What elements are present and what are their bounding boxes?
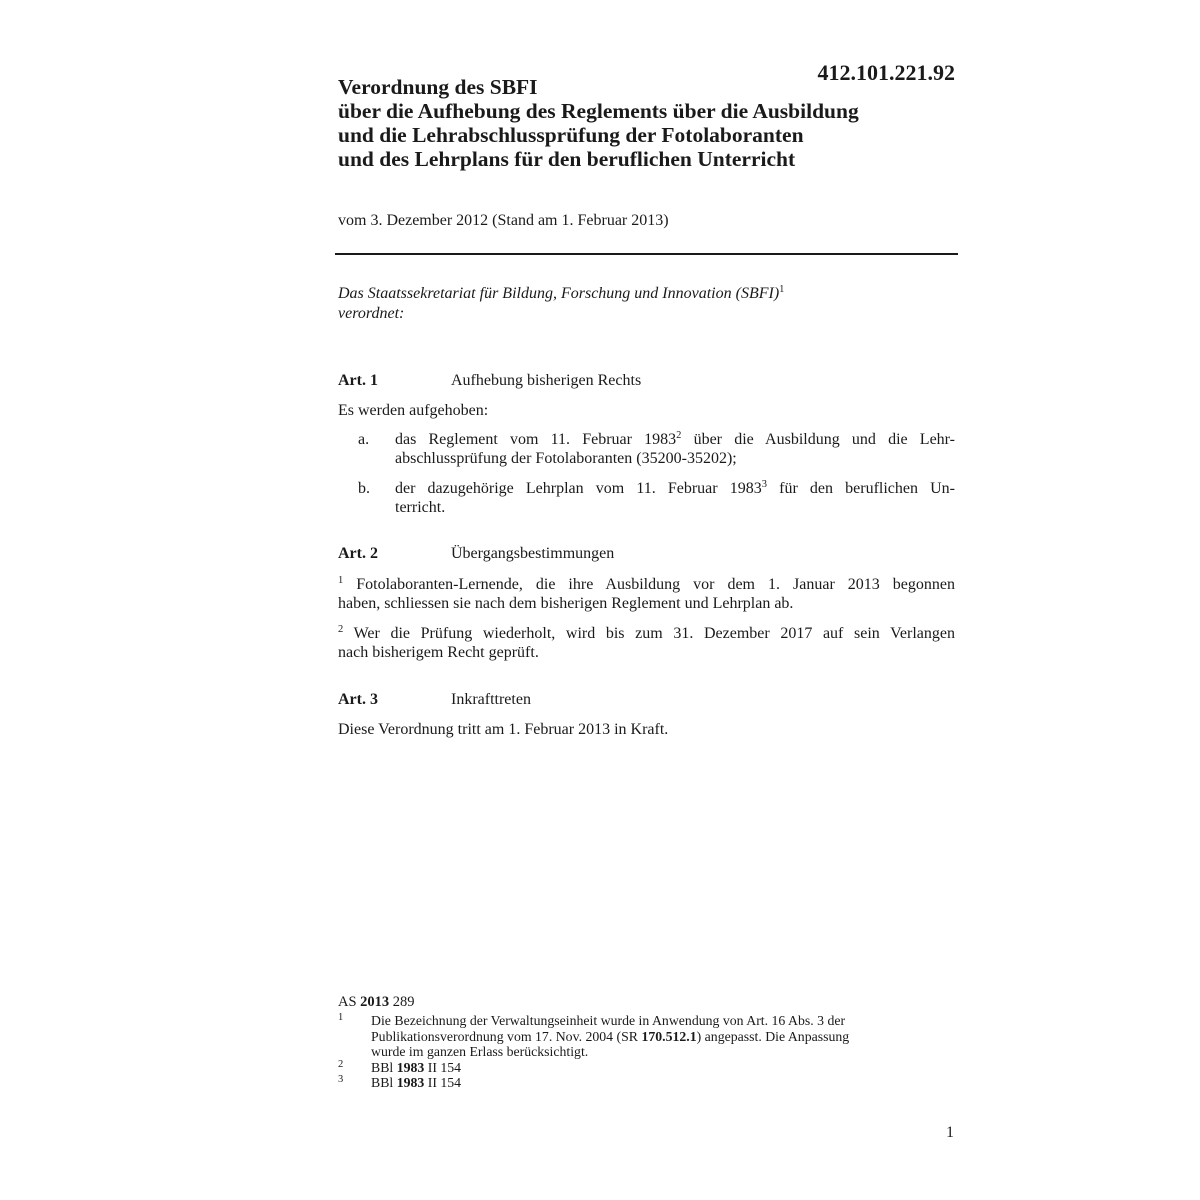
title-line-3: und die Lehrabschlussprüfung der Fotolaboranten — [338, 123, 804, 147]
art-1-title: Aufhebung bisherigen Rechts — [451, 372, 642, 389]
footnote-1-text-a: Publikationsverordnung vom 17. Nov. 2004 (SR — [371, 1028, 642, 1044]
item-a-line-2: abschlussprüfung der Fotolaboranten (35200-35202); — [395, 450, 737, 467]
footnote-ref-2[interactable]: 2 — [676, 430, 682, 441]
title-line-4: und des Lehrplans für den beruflichen Unterricht — [338, 147, 796, 171]
item-b-text-2: für den beruflichen Un- — [767, 480, 956, 497]
item-a-line-1 — [395, 430, 955, 449]
art-1-item-b — [338, 479, 955, 517]
footnote-2-text-a: BBl — [371, 1059, 397, 1075]
art-2-p1-line-2: haben, schliessen sie nach dem bisherigen Reglement und Lehrplan ab. — [338, 595, 794, 612]
footnote-1-line-1: Die Bezeichnung der Verwaltungseinheit wurde in Anwendung von Art. 16 Abs. 3 der — [371, 1013, 846, 1028]
as-page: 289 — [389, 994, 415, 1010]
footnote-2 — [338, 1060, 958, 1076]
art-2-p2-line-1 — [338, 624, 955, 643]
sr-number: 412.101.221.92 — [817, 60, 955, 85]
art-2-heading — [338, 545, 958, 563]
footnote-1-line-3: wurde im ganzen Erlass berücksichtigt. — [371, 1044, 589, 1059]
paragraph-number-1: 1 — [338, 575, 344, 586]
as-reference — [338, 994, 958, 1011]
art-3-heading — [338, 691, 958, 709]
date-line: vom 3. Dezember 2012 (Stand am 1. Februar 2013) — [338, 212, 669, 229]
art-2-paragraph-1 — [338, 575, 955, 613]
preamble — [338, 284, 958, 324]
art-2-p2-text-1: Wer die Prüfung wiederholt, wird bis zum 31. Dezember 2017 auf sein Verlangen — [343, 625, 955, 642]
footnote-number-1: 1 — [338, 1012, 344, 1023]
art-1-item-a — [338, 430, 955, 468]
footnote-ref-1[interactable]: 1 — [779, 284, 785, 295]
footnote-2-text-b: II 154 — [424, 1059, 462, 1075]
art-3-title: Inkrafttreten — [451, 691, 531, 708]
art-2-p2-line-2: nach bisherigem Recht geprüft. — [338, 644, 539, 661]
preamble-line-1 — [338, 284, 958, 304]
footnote-2-year: 1983 — [396, 1059, 425, 1075]
title-line-1: Verordnung des SBFI — [338, 75, 538, 99]
paragraph-number-2: 2 — [338, 624, 344, 635]
footnote-3-text-a: BBl — [371, 1075, 397, 1090]
footnote-number-2: 2 — [338, 1058, 344, 1070]
document-title — [338, 75, 958, 171]
item-letter-a: a. — [358, 431, 370, 448]
art-3-number: Art. 3 — [338, 691, 378, 708]
page-number: 1 — [946, 1124, 954, 1141]
footnote-1 — [338, 1013, 958, 1060]
item-letter-b: b. — [358, 480, 370, 497]
footnote-3 — [338, 1075, 958, 1091]
footnote-3-year: 1983 — [396, 1075, 425, 1090]
title-line-2: über die Aufhebung des Reglements über die Ausbildung — [338, 99, 859, 123]
header-divider — [335, 253, 958, 255]
footnote-1-line-2 — [371, 1029, 958, 1045]
preamble-line-2: verordnet: — [338, 305, 405, 322]
art-2-p1-text-1: Fotolaboranten-Lernende, die ihre Ausbildung vor dem 1. Januar 2013 begonnen — [343, 576, 955, 593]
footnote-3-text-b: II 154 — [424, 1075, 462, 1090]
art-2-p1-line-1 — [338, 575, 955, 594]
art-1-heading — [338, 372, 958, 390]
footnotes — [338, 994, 958, 1091]
item-a-text-1: das Reglement vom 11. Februar 1983 — [395, 431, 677, 448]
art-2-title: Übergangsbestimmungen — [451, 545, 615, 562]
item-a-text-2: über die Ausbildung und die Lehr- — [681, 431, 956, 448]
art-3-text: Diese Verordnung tritt am 1. Februar 2013 in Kraft. — [338, 721, 669, 738]
art-2-number: Art. 2 — [338, 545, 378, 562]
art-2-paragraph-2 — [338, 624, 955, 662]
footnote-1-sr-number: 170.512.1 — [641, 1028, 697, 1044]
art-1-number: Art. 1 — [338, 372, 378, 389]
art-1-intro: Es werden aufgehoben: — [338, 402, 489, 419]
item-b-text-1: der dazugehörige Lehrplan vom 11. Februar 1983 — [395, 480, 762, 497]
as-year: 2013 — [360, 994, 390, 1010]
footnote-number-3: 3 — [338, 1074, 344, 1085]
item-b-line-1 — [395, 479, 955, 498]
footnote-ref-3[interactable]: 3 — [761, 479, 767, 490]
as-prefix: AS — [338, 994, 361, 1010]
footnote-1-text-b: ) angepasst. Die Anpassung — [696, 1028, 850, 1044]
preamble-text: Das Staatssekretariat für Bildung, Forschung und Innovation (SBFI) — [338, 285, 780, 302]
item-b-line-2: terricht. — [395, 499, 446, 516]
